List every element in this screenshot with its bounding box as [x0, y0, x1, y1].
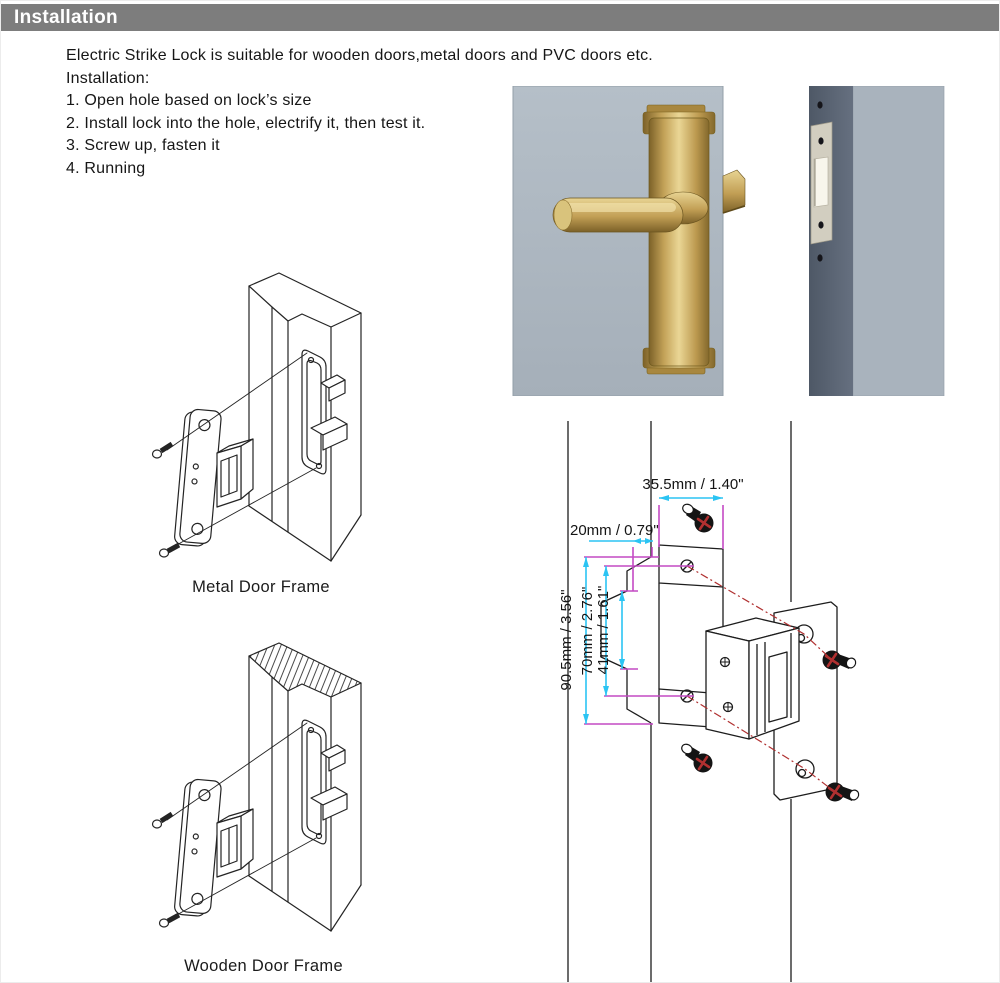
metal-door-frame-drawing [121, 263, 421, 583]
keeper-cavity [769, 652, 787, 722]
screw-hole [817, 101, 822, 108]
keeper-tabs [311, 745, 347, 820]
screw [153, 814, 173, 828]
mortise-slot [302, 350, 326, 474]
door-lock-render [506, 86, 746, 396]
intro-heading: Installation: [66, 69, 150, 87]
install-step-2: 2. Install lock into the hole, electrify it, then test it. [66, 114, 426, 132]
dim-label-faceplate-width: 35.5mm / 1.40" [642, 476, 744, 493]
wooden-frame-caption: Wooden Door Frame [184, 957, 343, 975]
section-header-bar [1, 4, 999, 31]
latch-cavity [814, 157, 828, 207]
lock-plate [643, 105, 715, 374]
dim-label-faceplate-height: 90.5mm / 3.56" [558, 589, 575, 691]
install-step-4: 4. Running [66, 159, 146, 177]
installation-dimension-diagram [541, 421, 1000, 983]
mortise-slot [302, 720, 326, 844]
install-step-3: 3. Screw up, fasten it [66, 137, 220, 154]
frame-column [249, 273, 361, 561]
dim-label-lip-offset: 20mm / 0.79" [570, 522, 659, 539]
dim-label-screw-hole-spacing: 70mm / 2.76" [579, 586, 596, 676]
screw-hole [818, 137, 823, 144]
wooden-door-frame-drawing [121, 633, 421, 953]
frame-column [249, 643, 361, 931]
strike-assembly [174, 408, 253, 547]
door-frame-render [801, 86, 946, 396]
strike-body [706, 602, 837, 800]
screw [160, 545, 180, 557]
screw [160, 915, 180, 927]
keeper-tabs [311, 375, 347, 450]
screw-hole [817, 254, 822, 261]
frame-panel [853, 86, 944, 396]
strike-assembly [174, 778, 253, 917]
screw-hole [818, 221, 823, 228]
latch-bolt [723, 170, 745, 213]
intro-suitability-line: Electric Strike Lock is suitable for wooden doors,metal doors and PVC doors etc. [66, 47, 653, 64]
section-title: Installation [14, 7, 118, 28]
screw [153, 444, 173, 458]
dim-label-keeper-cutout-height: 41mm / 1.61" [595, 585, 612, 675]
metal-frame-caption: Metal Door Frame [192, 578, 330, 596]
install-step-1: 1. Open hole based on lock’s size [66, 92, 312, 109]
wood-grain-hatch [249, 643, 361, 697]
